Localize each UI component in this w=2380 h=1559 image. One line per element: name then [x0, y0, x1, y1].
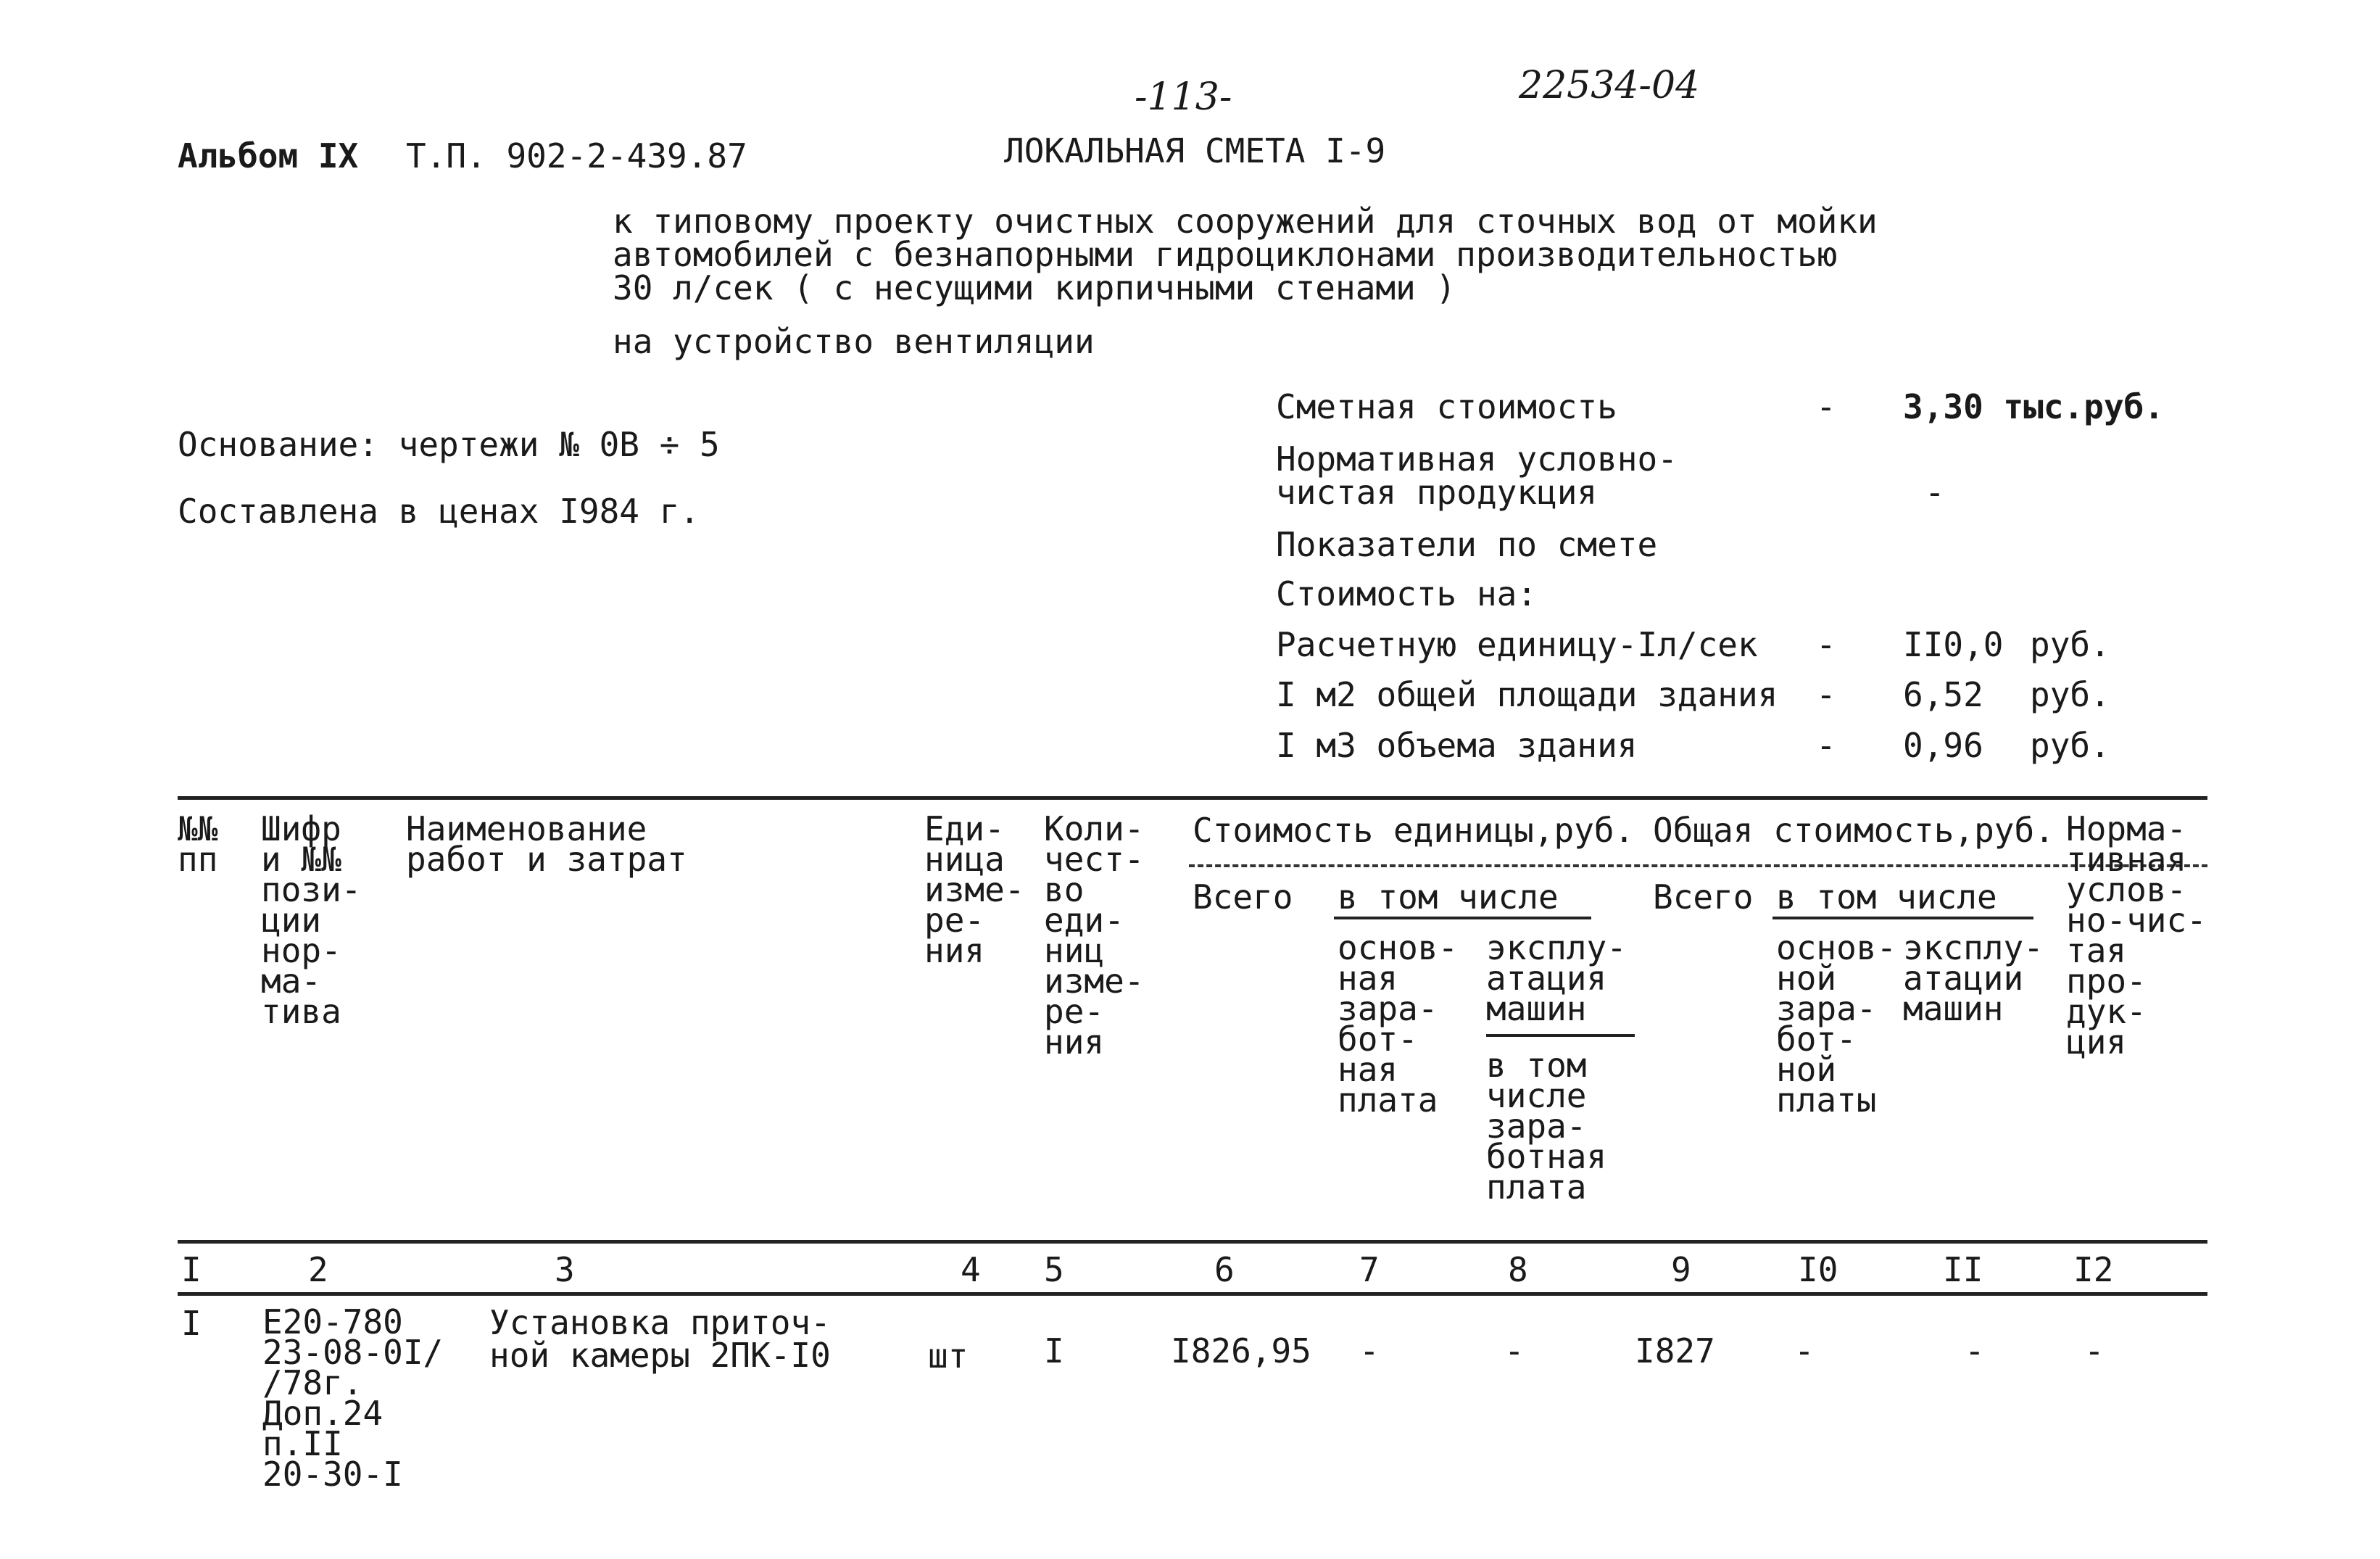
purpose-line: на устройство вентиляции: [613, 322, 1095, 361]
row-total: I827: [1635, 1331, 1715, 1370]
column-number: II: [1943, 1250, 1983, 1289]
row-number: I: [181, 1304, 202, 1343]
header-total-total: Всего: [1653, 877, 1754, 917]
document-code: 22534-04: [1519, 64, 1700, 107]
project-label: Т.П. 902-2-439.87: [406, 136, 747, 175]
cost-for-label: Стоимость на:: [1276, 574, 1538, 613]
column-number: 4: [961, 1250, 981, 1289]
header-col-quantity: Коли- чест- во еди- ниц изме- ре- ния: [1044, 809, 1145, 1062]
header-unit-cost: Стоимость единицы,руб.: [1193, 811, 1635, 850]
album-label: Альбом IX: [178, 136, 359, 175]
row-unit-wage: -: [1359, 1331, 1380, 1370]
column-number: 8: [1508, 1250, 1528, 1289]
column-number: 5: [1044, 1250, 1064, 1289]
normative-value: -: [1925, 473, 1945, 512]
basis-line: Основание: чертежи № 0В ÷ 5: [178, 425, 720, 464]
summary-row-unit: руб.: [2030, 726, 2110, 765]
row-code: Е20-780 23-08-0I/ /78г. Доп.24 п.II 20-30-I: [262, 1302, 444, 1494]
row-normative: -: [2084, 1331, 2105, 1370]
summary-row-unit: руб.: [2030, 675, 2110, 714]
header-bottom-rule: [178, 1240, 2207, 1244]
column-number: 2: [308, 1250, 328, 1289]
row-work-name: Установка приточ- ной камеры 2ПК-I0: [489, 1303, 831, 1375]
header-col-code: Шифр и №№ пози- ции нор- ма- тива: [261, 809, 362, 1031]
header-total-cost: Общая стоимость,руб.: [1653, 811, 2054, 850]
column-number: I2: [2073, 1250, 2114, 1289]
header-col-number: №№ пп: [178, 809, 218, 879]
column-number: I0: [1798, 1250, 1838, 1289]
summary-row-value: II0,0: [1903, 625, 2004, 664]
column-number: 7: [1359, 1250, 1380, 1289]
column-numbers-rule: [178, 1292, 2207, 1296]
summary-row-dash: -: [1816, 675, 1836, 714]
summary-row-label: I м3 объема здания: [1276, 726, 1638, 765]
header-col-name: Наименование работ и затрат: [406, 809, 687, 879]
subtitle-line-2: автомобилей с безнапорными гидроциклонами производительностью: [613, 235, 1838, 274]
summary-row-value: 6,52: [1903, 675, 1983, 714]
row-unit-machines: -: [1504, 1331, 1525, 1370]
column-number: I: [181, 1250, 202, 1289]
estimated-cost-value: 3,30 тыс.руб.: [1903, 387, 2165, 426]
page-number: -113-: [1135, 75, 1232, 119]
summary-row-dash: -: [1816, 625, 1836, 664]
header-total-v-tom-chisle: в том числе: [1776, 877, 1997, 917]
header-col-10: основ- ной зара- бот- ной платы: [1776, 928, 1897, 1120]
machines-underline: [1486, 1034, 1635, 1037]
header-unit-total: Всего: [1193, 877, 1293, 917]
header-col-normative: Норма- тивная услов- но-чис- тая про- дук- ция: [2066, 809, 2207, 1062]
summary-row-unit: руб.: [2030, 625, 2110, 664]
summary-row-label: I м2 общей площади здания: [1276, 675, 1778, 714]
column-number: 6: [1214, 1250, 1235, 1289]
normative-label-2: чистая продукция: [1276, 473, 1598, 512]
unit-v-tom-chisle-underline: [1334, 917, 1591, 919]
document-title: ЛОКАЛЬНАЯ СМЕТА I-9: [1004, 131, 1386, 170]
table-top-rule: [178, 796, 2207, 800]
header-unit-v-tom-chisle: в том числе: [1338, 877, 1559, 917]
column-number: 3: [555, 1250, 575, 1289]
header-col-unit: Еди- ница изме- ре- ния: [924, 809, 1025, 970]
row-unit-total: I826,95: [1171, 1331, 1311, 1370]
total-v-tom-chisle-underline: [1772, 917, 2033, 919]
header-col-8-bottom: в том числе зара- ботная плата: [1486, 1046, 1607, 1207]
prices-year-line: Составлена в ценах I984 г.: [178, 492, 700, 531]
header-col-8-top: эксплу- атация машин: [1486, 928, 1627, 1028]
subtitle-line-1: к типовому проекту очистных сооружений для сточных вод от мойки: [613, 202, 1878, 241]
row-total-wage: -: [1794, 1331, 1815, 1370]
column-number: 9: [1671, 1250, 1691, 1289]
row-quantity: I: [1044, 1331, 1064, 1370]
header-col-7: основ- ная зара- бот- ная плата: [1338, 928, 1459, 1120]
estimated-cost-dash: -: [1816, 387, 1836, 426]
estimated-cost-label: Сметная стоимость: [1276, 387, 1617, 426]
row-unit: шт: [928, 1336, 969, 1376]
summary-row-label: Расчетную единицу-Iл/сек: [1276, 625, 1758, 664]
row-total-machines: -: [1965, 1331, 1985, 1370]
header-col-11: эксплу- атации машин: [1903, 928, 2044, 1028]
subtitle-line-3: 30 л/сек ( с несущими кирпичными стенами ): [613, 268, 1456, 307]
cost-header-rule: [1189, 864, 2207, 867]
normative-label-1: Нормативная условно-: [1276, 439, 1678, 479]
indicators-label: Показатели по смете: [1276, 525, 1658, 564]
summary-row-dash: -: [1816, 726, 1836, 765]
summary-row-value: 0,96: [1903, 726, 1983, 765]
